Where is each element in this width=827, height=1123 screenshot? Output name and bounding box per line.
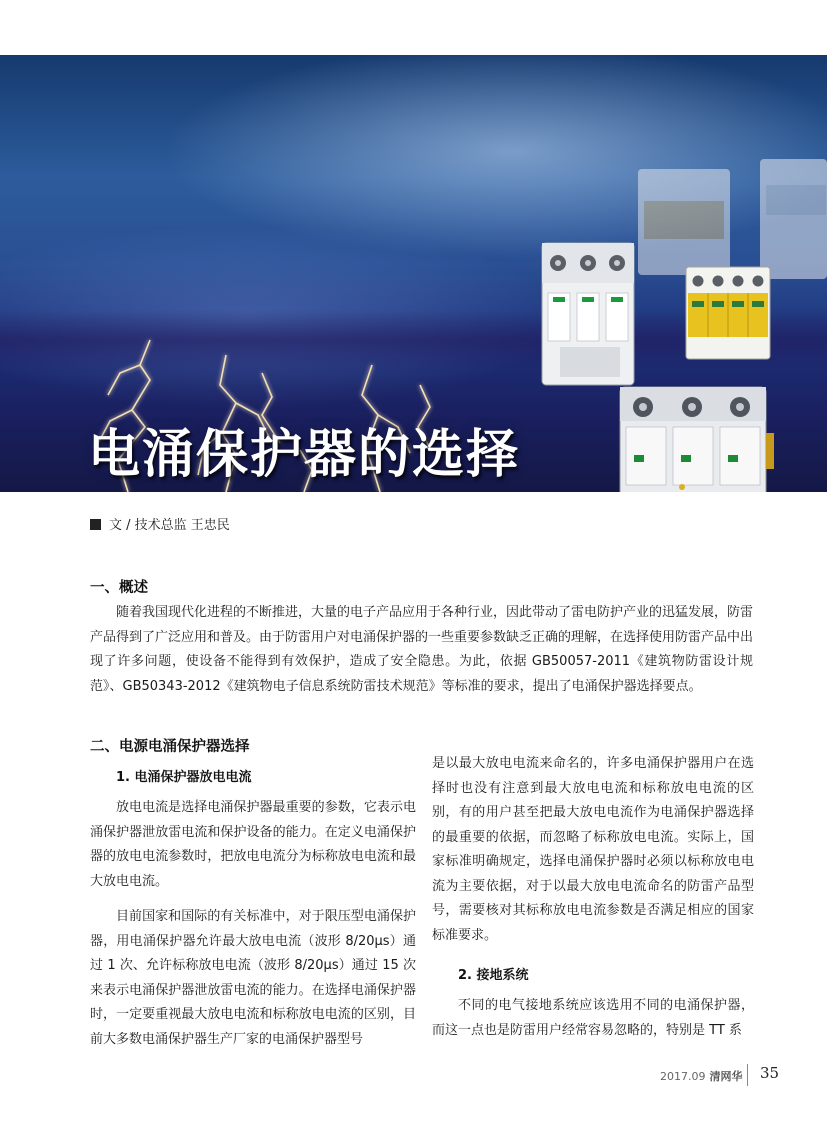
byline <box>90 514 230 533</box>
byline-text: 文 / 技术总监 王忠民 <box>109 518 230 533</box>
spd-product-photo <box>520 115 827 492</box>
hero-banner <box>0 55 827 492</box>
subheading-discharge-current: 1. 电涌保护器放电电流 <box>116 770 252 785</box>
overview-paragraph: 随着我国现代化进程的不断推进，大量的电子产品应用于各种行业，因此带动了雷电防护产业的迅猛发展，防雷产品得到了广泛应用和普及。由于防雷用户对电涌保护器的一些重要参数缺乏正确的理解，在选择使用防雷产品中出现了许多问题，使设备不能得到有效保护，造成了安全隐患。为此，依据 GB50057-2011《建筑物防雷设计规范》、GB50343-2012《建筑物电子信息系统防雷技术规范》等标准的要求，提出了电涌保护器选择要点。 <box>90 605 754 694</box>
col1-paragraph-1: 放电电流是选择电涌保护器最重要的参数，它表示电涌保护器泄放雷电流和保护设备的能力。在定义电涌保护器的放电电流参数时，把放电电流分为标称放电电流和最大放电电流。 <box>90 800 416 889</box>
col2-paragraph-1: 是以最大放电电流来命名的，许多电涌保护器用户在选择时也没有注意到最大放电电流和标称放电电流的区别，有的用户甚至把最大放电电流作为电涌保护器选择的最重要的依据，而忽略了标称放电电流。实际上，国家标准明确规定，选择电涌保护器时必须以标称放电电流为主要依据，对于以最大放电电流命名的防雷产品型号，需要核对其标称放电电流参数是否满足相应的国家标准要求。 <box>432 756 754 943</box>
section-heading-power-spd: 二、电源电涌保护器选择 <box>90 739 250 755</box>
col1-paragraph-2: 目前国家和国际的有关标准中，对于限压型电涌保护器，用电涌保护器允许最大放电电流（波形 8/20μs）通过 1 次、允许标称放电电流（波形 8/20μs）通过 15 次来表示电涌保护器泄放雷电流的能力。在选择电涌保护器时，一定要重视最大放电电流和标称放电电流的区别，目前大多数电涌保护器生产厂家的电涌保护器型号 <box>90 909 416 1047</box>
magazine-name: 清网华 <box>709 1070 743 1083</box>
col2-paragraph-2: 不同的电气接地系统应该选用不同的电涌保护器，而这一点也是防雷用户经常容易忽略的，特别是 TT 系 <box>432 998 754 1038</box>
page-number: 35 <box>760 1064 780 1082</box>
section-heading-overview: 一、概述 <box>90 580 148 596</box>
footer-divider <box>747 1064 748 1086</box>
article-title: 电涌保护器的选择 <box>88 425 521 485</box>
square-bullet-icon <box>90 519 101 530</box>
issue-date: 2017.09 <box>660 1070 706 1083</box>
subheading-grounding-system: 2. 接地系统 <box>458 968 529 983</box>
page-footer <box>660 1068 743 1084</box>
